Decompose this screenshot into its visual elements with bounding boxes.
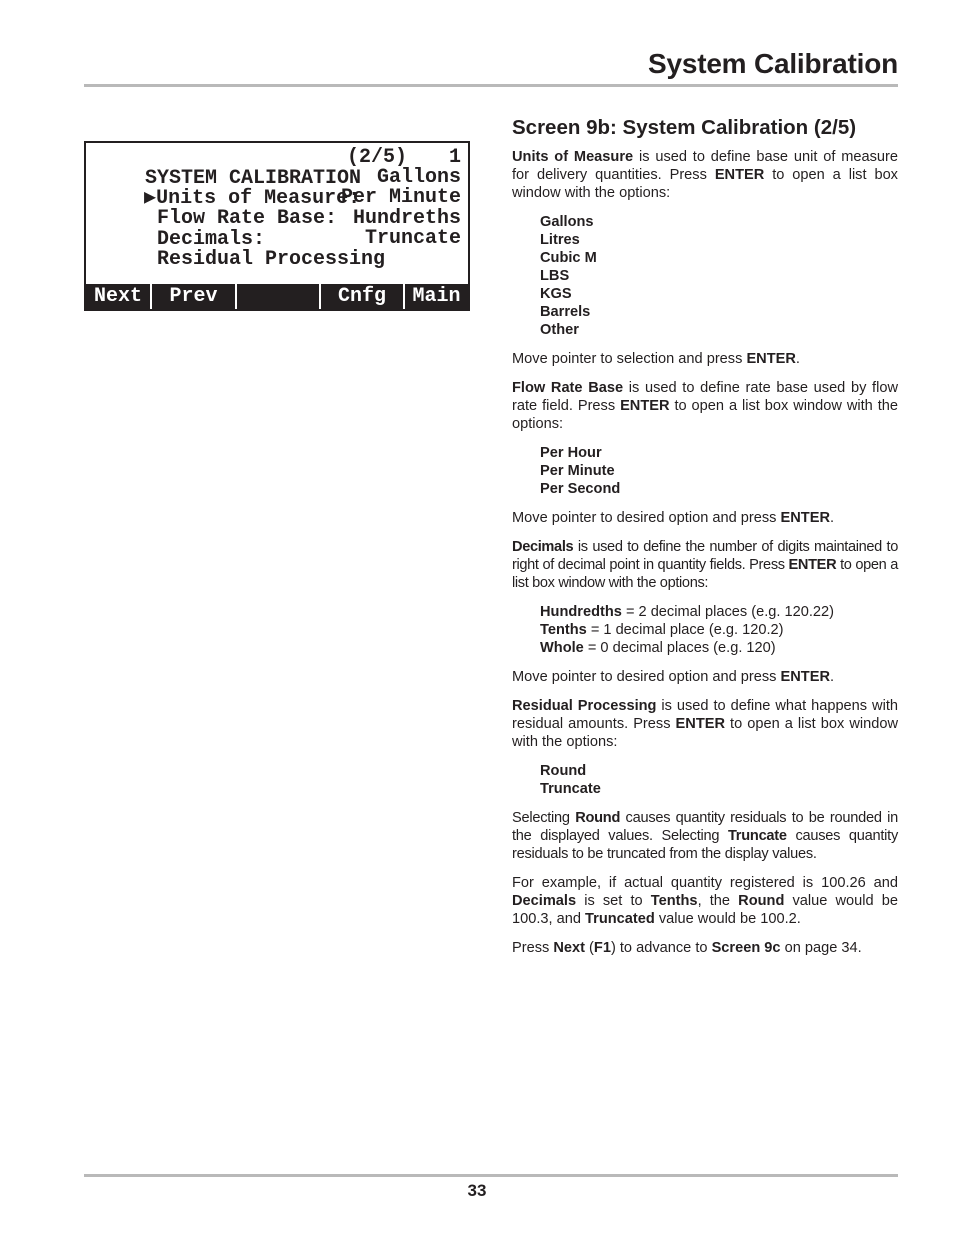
decimals-options-list [540,603,898,657]
lcd-title: SYSTEM CALIBRATION [145,167,362,190]
lcd-line-number: 1 [448,146,461,169]
lcd-row-label: Residual Processing [157,248,386,271]
list-item: Per Second [540,481,621,497]
list-item: Barrels [540,304,591,320]
softkey-blank-button[interactable] [237,284,321,309]
softkey-cnfg-button[interactable]: Cnfg [321,284,405,309]
softkey-main-button[interactable]: Main [412,285,461,308]
page-number: 33 [467,1181,487,1200]
residual-description: Residual Processing is used to define what happens with residual amounts. Press ENTER to open a list box window with the options: [512,698,898,750]
lcd-row-residual[interactable] [109,227,461,271]
selecting-paragraph: Selecting Round causes quantity residuals to be rounded in the displayed values. Selecting Truncate causes quantity residuals to be truncated from the display values. [512,810,898,862]
softkey-prev-button[interactable]: Prev [152,284,237,309]
decimals-description: Decimals is used to define the number of digits maintained to right of decimal point in quantity fields. Press ENTER to open a list box window with the options: [512,539,899,591]
flow-description: Flow Rate Base is used to define rate base used by flow rate field. Press ENTER to open a list box window with the options: [512,380,898,432]
flow-options-list [540,444,898,498]
header-rule [84,84,898,87]
units-options-list [540,213,898,339]
list-item: LBS [540,268,570,284]
list-item: Tenths = 1 decimal place (e.g. 120.2) [540,622,784,638]
list-item: Round [540,763,587,779]
decimals-instruction: Move pointer to desired option and press ENTER. [512,669,835,685]
list-item: Hundredths = 2 decimal places (e.g. 120.22) [540,604,835,620]
list-item: Per Hour [540,445,602,461]
lcd-row-label: Units of Measure: [156,187,361,210]
list-item: Gallons [540,214,594,230]
softkey-next-button[interactable]: Next [86,284,152,309]
list-item: Cubic M [540,250,597,266]
lcd-pointer-icon: ▶ [144,187,157,210]
page-title: System Calibration [647,48,898,79]
press-next-paragraph: Press Next (F1) to advance to Screen 9c on page 34. [512,940,862,956]
section-heading: Screen 9b: System Calibration (2/5) [512,116,857,139]
list-item: Whole = 0 decimal places (e.g. 120) [540,640,776,656]
lcd-row-label: Decimals: [157,228,266,251]
list-item: Per Minute [540,463,615,479]
list-item: Truncate [540,781,601,797]
footer-rule [84,1174,898,1177]
residual-options-list [540,762,898,798]
lcd-page-indicator: (2/5) [346,146,407,169]
lcd-row-value: Gallons [376,166,461,189]
units-description: Units of Measure is used to define base unit of measure for delivery quantities. Press ENTER to open a list box window with the options: [512,149,898,201]
section-content [512,116,898,968]
list-item: KGS [540,286,572,302]
lcd-softkey-bar [86,284,468,309]
lcd-row-value: Hundreths [352,207,461,230]
lcd-screen [84,141,470,311]
example-paragraph: For example, if actual quantity registered is 100.26 and Decimals is set to Tenths, the Round value would be 100.3, and Truncated value would be 100.2. [512,875,899,927]
list-item: Litres [540,232,580,248]
units-instruction: Move pointer to selection and press ENTER. [512,351,800,367]
list-item: Other [540,322,579,338]
lcd-row-label: Flow Rate Base: [157,207,338,230]
lcd-row-value: Per Minute [340,186,461,209]
lcd-row-value: Truncate [364,227,461,250]
flow-instruction: Move pointer to desired option and press ENTER. [512,510,835,526]
